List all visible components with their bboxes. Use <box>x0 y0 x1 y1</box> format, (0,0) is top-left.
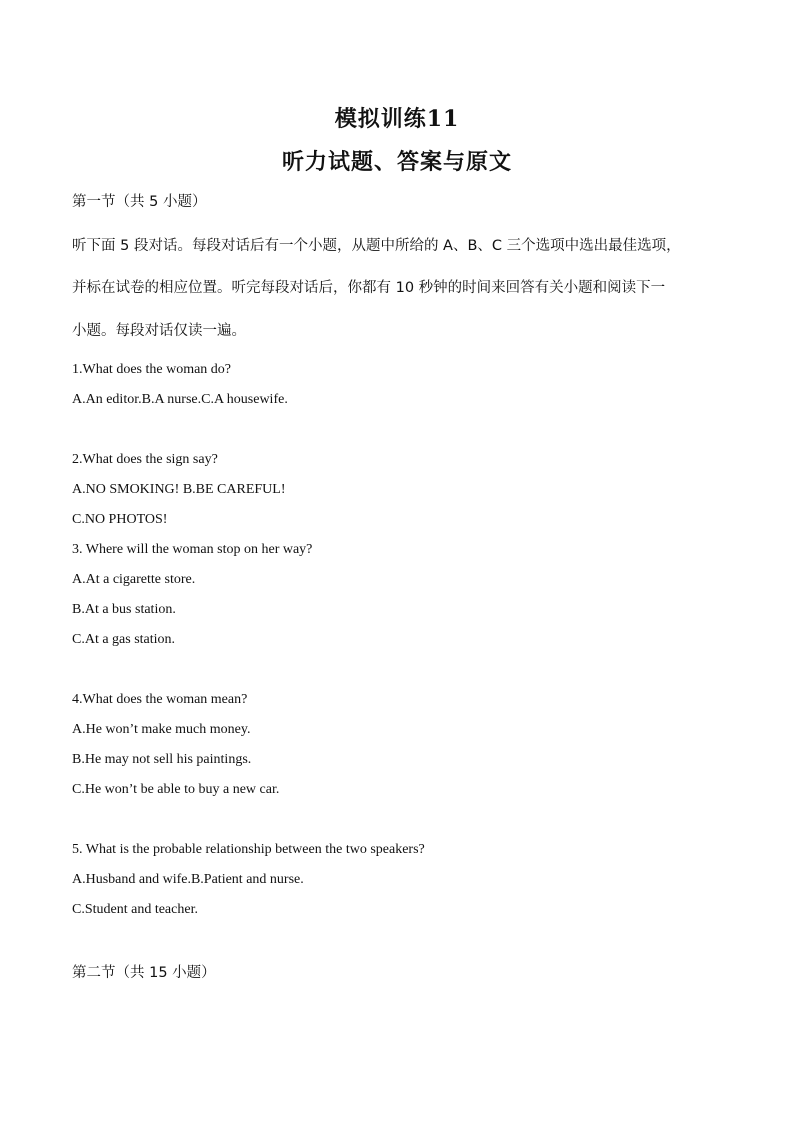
section2-heading: 第二节（共 15 小题） <box>72 965 216 981</box>
document-title: 模拟训练11 <box>334 106 460 132</box>
instruction-line-1: 听下面 5 段对话。每段对话后有一个小题，从题中所给的 A、B、C 三个选项中选出最佳选项， <box>72 238 681 254</box>
question-3-option-c: C.At a gas station. <box>72 632 176 647</box>
question-2: 2.What does the sign say? <box>72 452 218 467</box>
section1-heading: 第一节（共 5 小题） <box>72 194 207 210</box>
question-3: 3. Where will the woman stop on her way? <box>72 542 313 557</box>
question-4-option-b: B.He may not sell his paintings. <box>72 752 252 767</box>
question-1: 1.What does the woman do? <box>72 362 232 377</box>
instruction-line-2: 并标在试卷的相应位置。听完每段对话后，你都有 10 秒钟的时间来回答有关小题和阅读下一 <box>72 280 666 296</box>
question-1-options: A.An editor.B.A nurse.C.A housewife. <box>72 392 288 407</box>
question-5-options-ab: A.Husband and wife.B.Patient and nurse. <box>72 872 304 887</box>
document-subtitle: 听力试题、答案与原文 <box>281 149 512 175</box>
question-3-option-a: A.At a cigarette store. <box>72 572 196 587</box>
question-5: 5. What is the probable relationship between the two speakers? <box>72 842 425 857</box>
question-3-option-b: B.At a bus station. <box>72 602 176 617</box>
question-4-option-a: A.He won’t make much money. <box>72 722 251 737</box>
question-4: 4.What does the woman mean? <box>72 692 248 707</box>
question-2-options-ab: A.NO SMOKING! B.BE CAREFUL! <box>72 482 286 497</box>
question-4-option-c: C.He won’t be able to buy a new car. <box>72 782 280 797</box>
instruction-line-3: 小题。每段对话仅读一遍。 <box>72 323 246 339</box>
question-2-option-c: C.NO PHOTOS! <box>72 512 168 527</box>
question-5-option-c: C.Student and teacher. <box>72 902 198 917</box>
